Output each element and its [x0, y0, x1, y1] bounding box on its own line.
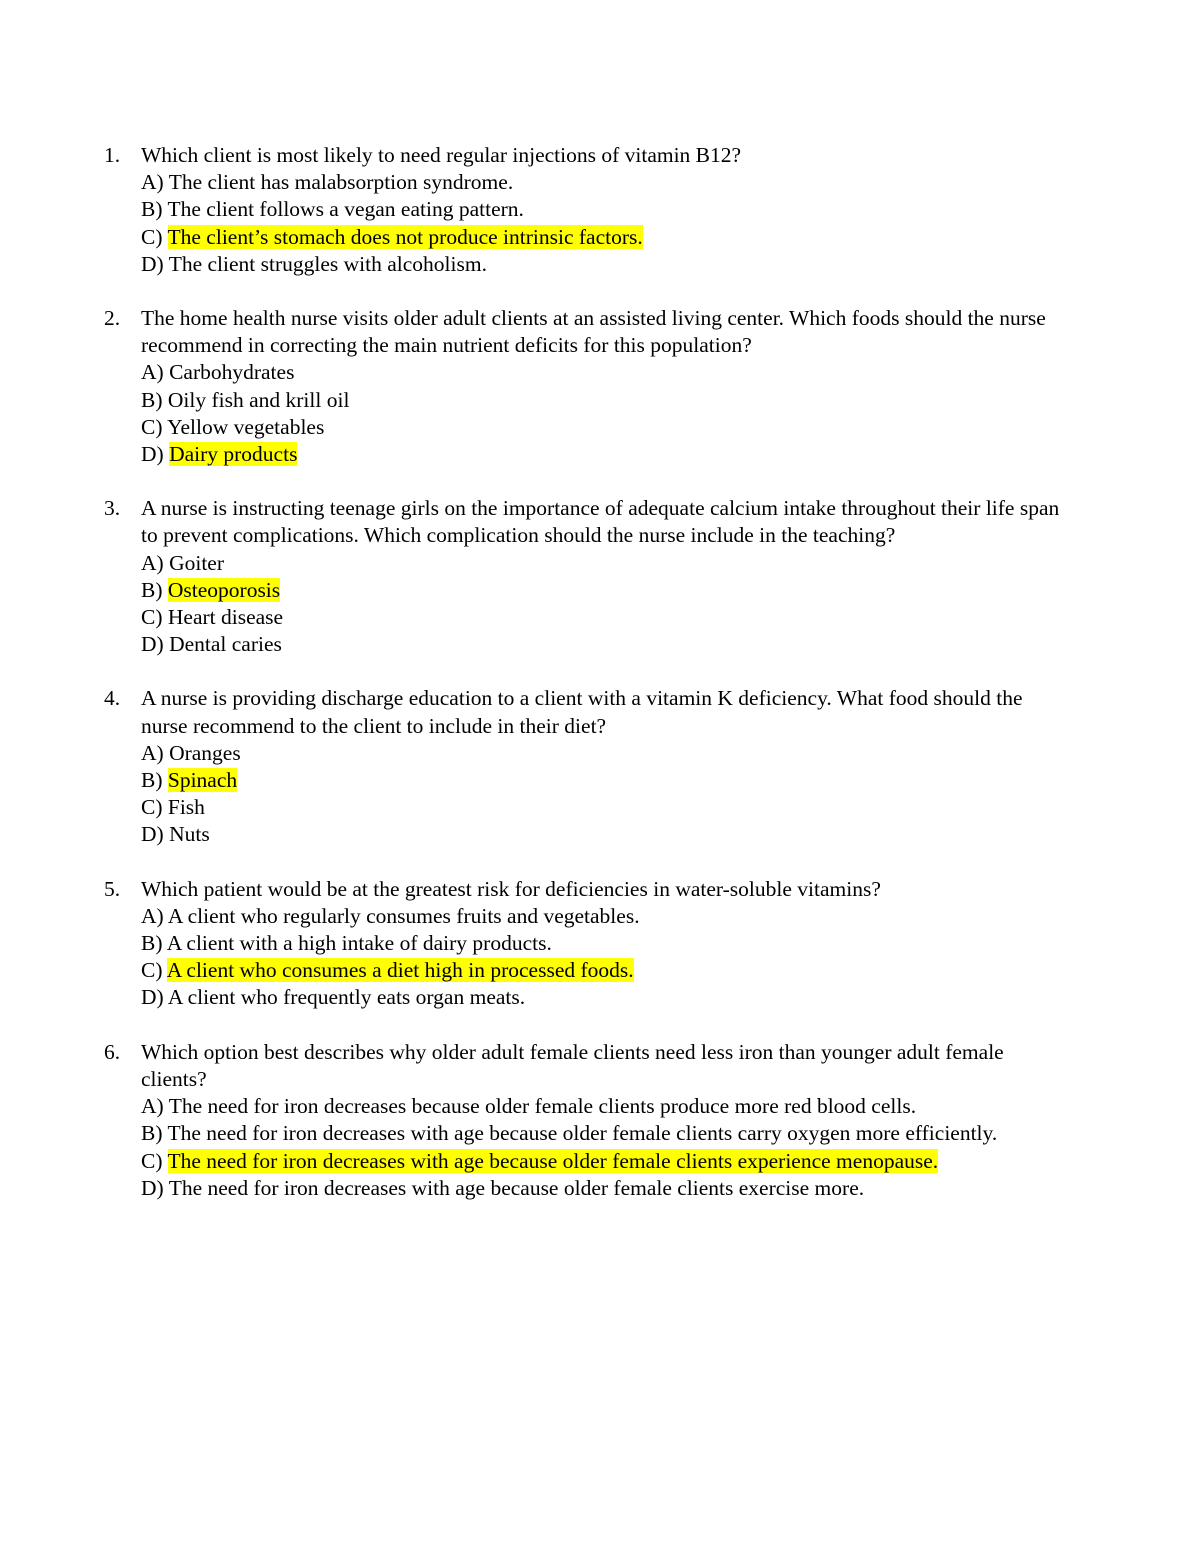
option-letter: A) [141, 360, 164, 385]
question-number: 1. [104, 143, 121, 167]
option-letter: A) [141, 1094, 164, 1119]
option-d [141, 984, 1064, 1011]
question-4 [104, 685, 1064, 848]
option-a [141, 903, 1064, 930]
option-letter: C) [141, 414, 163, 439]
option-text: Yellow vegetables [167, 414, 325, 439]
option-text: Goiter [169, 550, 224, 575]
option-letter: D) [141, 822, 164, 847]
option-letter: D) [141, 632, 164, 657]
option-d [141, 251, 1064, 278]
question-number: 2. [104, 306, 121, 331]
option-letter: D) [141, 251, 164, 276]
option-letter: B) [141, 931, 163, 956]
highlighted-answer: A client who consumes a diet high in processed foods. [166, 958, 634, 983]
option-text: A client who frequently eats organ meats. [167, 985, 526, 1010]
question-text: A nurse is instructing teenage girls on the importance of adequate calcium intake throughout their life span to prevent complications. Which complication should the nurse include in the teaching? [141, 496, 1060, 548]
option-letter: C) [141, 605, 163, 630]
question-2 [104, 305, 1064, 468]
option-text: A client with a high intake of dairy products. [166, 931, 552, 956]
option-letter: D) [141, 442, 164, 467]
option-text: A client who regularly consumes fruits and vegetables. [167, 903, 640, 928]
option-letter: B) [141, 387, 163, 412]
highlighted-answer: Spinach [167, 768, 238, 793]
option-c-correct [141, 1148, 1064, 1175]
question-number: 5. [104, 876, 121, 901]
question-text: A nurse is providing discharge education to a client with a vitamin K deficiency. What food should the nurse recommend to the client to include in their diet? [141, 686, 1023, 738]
option-c-correct [141, 224, 1064, 251]
question-number: 6. [104, 1039, 121, 1064]
option-text: The client has malabsorption syndrome. [168, 170, 514, 195]
option-text: Nuts [169, 822, 210, 847]
option-b-correct [141, 767, 1064, 794]
question-3 [104, 495, 1064, 658]
question-number: 3. [104, 496, 121, 521]
question-1 [104, 142, 1064, 278]
option-d [141, 631, 1064, 658]
option-a [141, 740, 1064, 767]
option-letter: B) [141, 1121, 163, 1146]
option-d [141, 1175, 1064, 1202]
option-text: Oily fish and krill oil [167, 387, 350, 412]
option-text: The need for iron decreases with age because older female clients exercise more. [168, 1175, 865, 1200]
option-c [141, 414, 1064, 441]
option-a [141, 169, 1064, 196]
option-d-correct [141, 441, 1064, 468]
option-text: Dental caries [169, 632, 282, 657]
option-text: The need for iron decreases because older female clients produce more red blood cells. [168, 1094, 917, 1119]
option-c-correct [141, 957, 1064, 984]
option-b [141, 196, 1064, 223]
question-6 [104, 1039, 1064, 1202]
option-text: Carbohydrates [169, 360, 295, 385]
option-c [141, 794, 1064, 821]
highlighted-answer: Dairy products [169, 442, 298, 467]
question-text: Which patient would be at the greatest risk for deficiencies in water-soluble vitamins? [141, 876, 881, 901]
option-a [141, 359, 1064, 386]
question-text: Which option best describes why older adult female clients need less iron than younger adult female clients? [141, 1039, 1004, 1091]
question-5 [104, 876, 1064, 1012]
question-number: 4. [104, 686, 121, 711]
option-letter: B) [141, 577, 163, 602]
option-text: Heart disease [167, 605, 284, 630]
highlighted-answer: The need for iron decreases with age because older female clients experience menopause. [167, 1148, 939, 1173]
option-d [141, 821, 1064, 848]
option-letter: C) [141, 1148, 163, 1173]
option-letter: C) [141, 224, 163, 249]
option-b [141, 387, 1064, 414]
option-letter: C) [141, 958, 163, 983]
option-letter: D) [141, 1175, 164, 1200]
question-text: The home health nurse visits older adult clients at an assisted living center. Which foods should the nurse recommend in correcting the main nutrient deficits for this population? [141, 306, 1046, 358]
option-a [141, 550, 1064, 577]
option-b-correct [141, 577, 1064, 604]
option-b [141, 930, 1064, 957]
option-text: Oranges [169, 740, 241, 765]
option-b [141, 1120, 1064, 1147]
option-letter: A) [141, 903, 164, 928]
question-text: Which client is most likely to need regular injections of vitamin B12? [141, 143, 742, 167]
option-letter: A) [141, 170, 164, 195]
highlighted-answer: The client’s stomach does not produce intrinsic factors. [167, 224, 643, 249]
option-letter: D) [141, 985, 164, 1010]
question-list [104, 142, 1064, 1229]
option-letter: C) [141, 795, 163, 820]
option-text: The client struggles with alcoholism. [168, 251, 487, 276]
highlighted-answer: Osteoporosis [167, 577, 281, 602]
option-letter: B) [141, 197, 163, 222]
option-letter: B) [141, 768, 163, 793]
option-text: The client follows a vegan eating pattern. [167, 197, 524, 222]
option-text: Fish [167, 795, 205, 820]
option-a [141, 1093, 1064, 1120]
option-letter: A) [141, 740, 164, 765]
option-c [141, 604, 1064, 631]
option-text: The need for iron decreases with age because older female clients carry oxygen more efficiently. [167, 1121, 998, 1146]
option-letter: A) [141, 550, 164, 575]
